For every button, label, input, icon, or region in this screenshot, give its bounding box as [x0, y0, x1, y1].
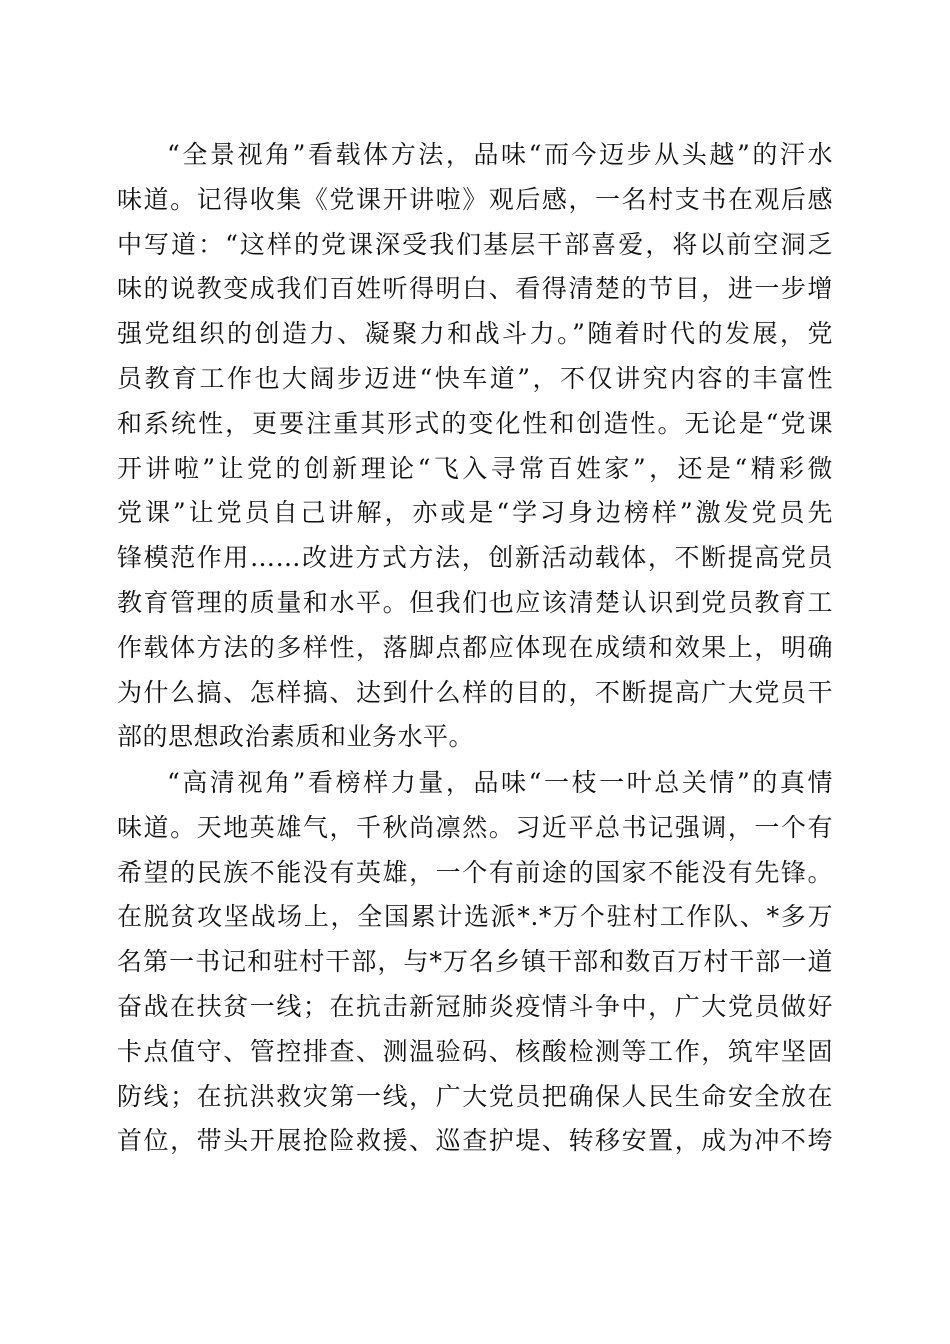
paragraph-line: 中写道：“这样的党课深受我们基层干部喜爱，将以前空洞乏	[117, 229, 833, 259]
paragraph-line: 卡点值守、管控排查、测温验码、核酸检测等工作，筑牢坚固	[117, 1036, 833, 1066]
paragraph-line: 希望的民族不能没有英雄，一个有前途的国家不能没有先锋。	[117, 857, 833, 887]
paragraph-line: “高清视角”看榜样力量，品味“一枝一叶总关情”的真情	[167, 768, 834, 797]
paragraph-line: 作载体方法的多样性，落脚点都应体现在成绩和效果上，明确	[117, 632, 833, 662]
paragraph-line: 防线；在抗洪救灾第一线，广大党员把确保人民生命安全放在	[117, 1081, 833, 1111]
paragraph-line: 部的思想政治素质和业务水平。	[117, 722, 475, 752]
paragraph-line: 党课”让党员自己讲解，亦或是“学习身边榜样”激发党员先	[117, 498, 833, 528]
paragraph-hd-view	[117, 761, 833, 1164]
paragraph-line: 锋模范作用……改进方式方法，创新活动载体，不断提高党员	[117, 543, 833, 573]
paragraph-line: 味的说教变成我们百姓听得明白、看得清楚的节目，进一步增	[117, 274, 833, 304]
paragraph-line: 首位，带头开展抢险救援、巡查护堤、转移安置，成为冲不垮	[117, 1126, 833, 1156]
paragraph-line: 和系统性，更要注重其形式的变化性和创造性。无论是“党课	[117, 408, 833, 438]
paragraph-line: 味道。记得收集《党课开讲啦》观后感，一名村支书在观后感	[117, 184, 833, 214]
paragraph-line: 开讲啦”让党的创新理论“飞入寻常百姓家”，还是“精彩微	[117, 453, 833, 483]
paragraph-line: 为什么搞、怎样搞、达到什么样的目的，不断提高广大党员干	[117, 677, 833, 707]
paragraph-line: 强党组织的创造力、凝聚力和战斗力。”随着时代的发展，党	[117, 319, 833, 349]
paragraph-line: 味道。天地英雄气，千秋尚凛然。习近平总书记强调，一个有	[117, 812, 833, 842]
paragraph-line: 在脱贫攻坚战场上，全国累计选派*.*万个驻村工作队、*多万	[117, 902, 833, 932]
paragraph-line: 名第一书记和驻村干部，与*万名乡镇干部和数百万村干部一道	[117, 947, 833, 977]
paragraph-line: “全景视角”看载体方法，品味“而今迈步从头越”的汗水	[167, 140, 834, 169]
paragraph-panoramic-view	[117, 133, 833, 760]
paragraph-line: 员教育工作也大阔步迈进“快车道”，不仅讲究内容的丰富性	[117, 363, 833, 393]
paragraph-line: 奋战在扶贫一线；在抗击新冠肺炎疫情斗争中，广大党员做好	[117, 991, 833, 1021]
paragraph-line: 教育管理的质量和水平。但我们也应该清楚认识到党员教育工	[117, 587, 833, 617]
